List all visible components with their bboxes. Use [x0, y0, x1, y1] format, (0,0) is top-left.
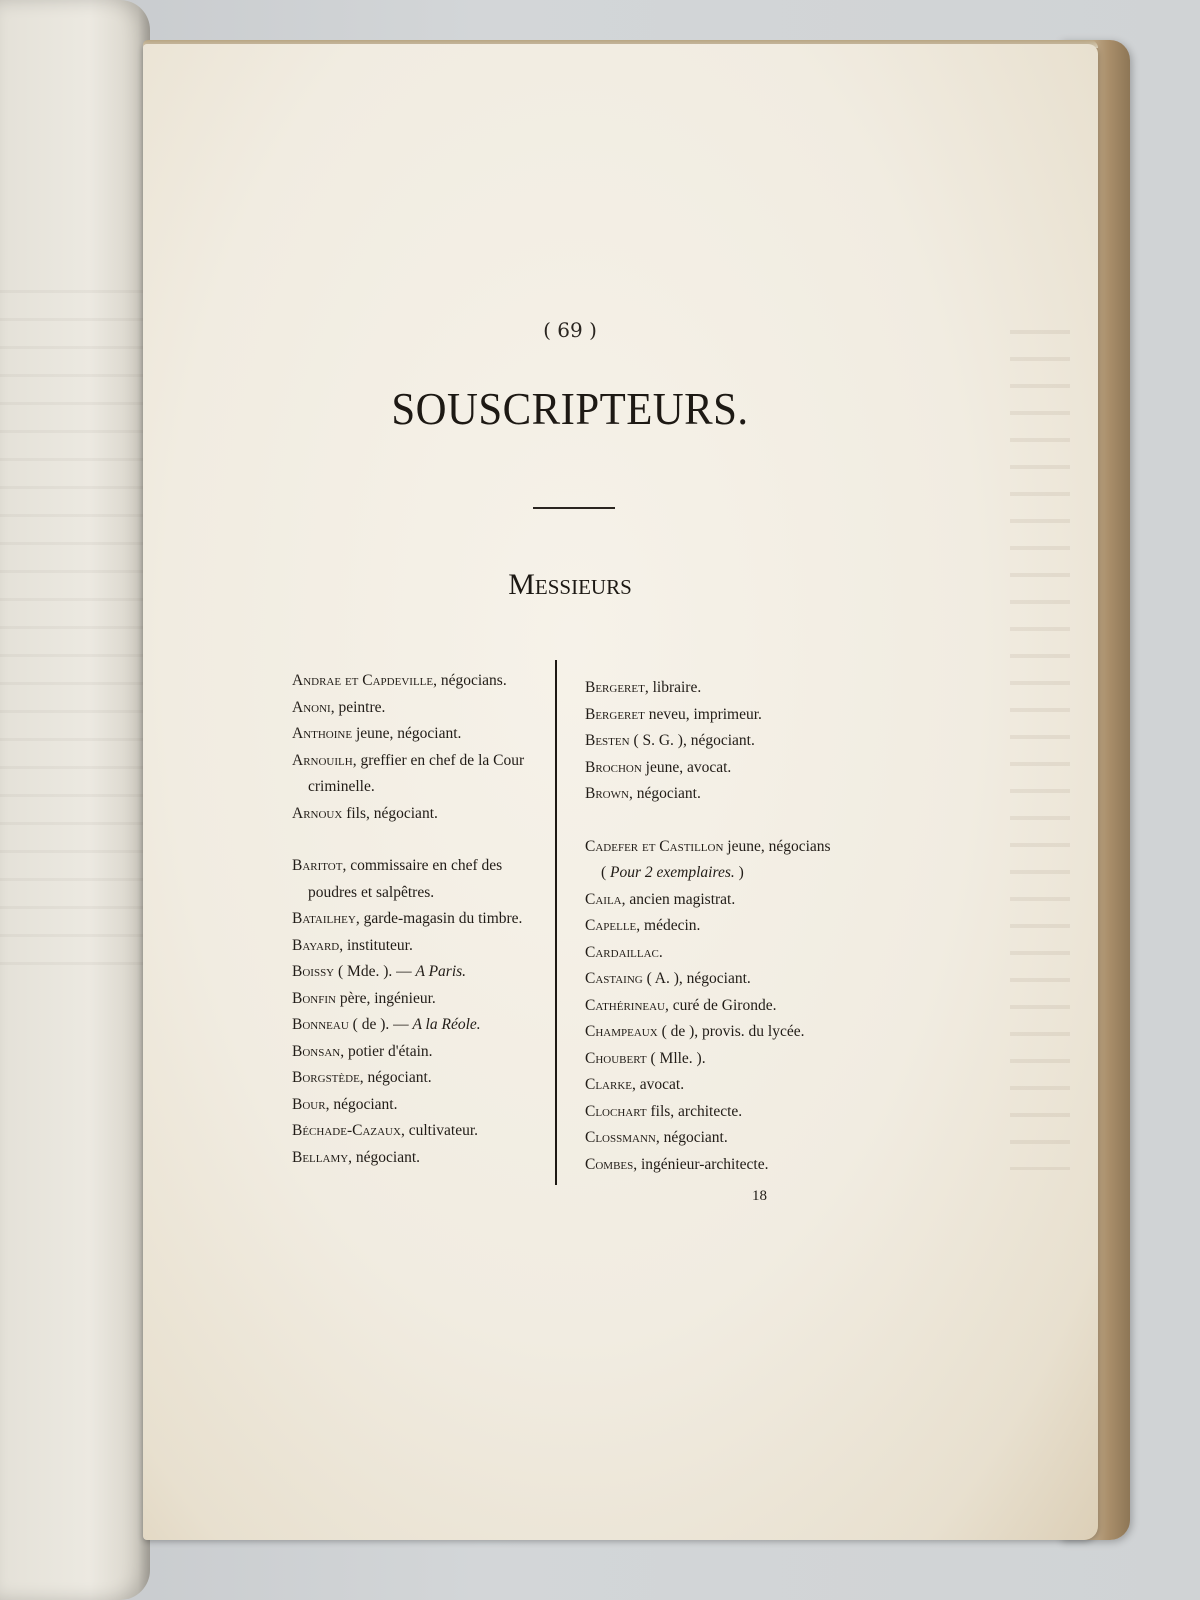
subscriber-entry — [292, 668, 546, 695]
subscriber-name: Anthoine — [292, 725, 353, 742]
subscriber-name: Clossmann — [585, 1129, 656, 1146]
subscriber-name: Clarke — [585, 1076, 633, 1093]
subscriber-entry — [292, 1145, 546, 1172]
subscriber-detail: , greffier en chef de la Cour criminelle. — [308, 751, 525, 795]
subscriber-entry — [585, 1019, 839, 1046]
subscriber-entry — [292, 933, 546, 960]
subscriber-entry — [292, 748, 546, 801]
subscriber-name: Batailhey — [292, 910, 356, 927]
subscriber-detail: ( A. ), négociant. — [642, 970, 751, 987]
subscriber-detail: , potier d'étain. — [340, 1042, 433, 1060]
subscriber-detail: , négociant. — [628, 785, 701, 802]
subscriber-detail: fils, négociant. — [342, 804, 438, 822]
column-divider — [555, 660, 557, 1185]
subscriber-name: Arnouilh — [292, 751, 353, 769]
subscriber-entry — [292, 801, 546, 828]
left-page-ghost-text — [0, 290, 150, 990]
subscriber-entry — [292, 1012, 546, 1039]
show-through-text — [1010, 330, 1070, 1170]
subscriber-location: A Paris. — [415, 963, 467, 980]
entry-gap — [585, 808, 839, 834]
subscriber-entry — [585, 1099, 839, 1126]
subscriber-name: Arnoux — [292, 804, 343, 822]
subscriber-detail-end: ) — [734, 864, 744, 881]
subscriber-entry — [292, 695, 546, 722]
subscriber-detail: , ancien magistrat. — [621, 890, 736, 908]
subscriber-entry — [585, 702, 839, 729]
subscriber-detail: , négociant. — [655, 1129, 728, 1146]
page-number: ( 69 ) — [543, 318, 597, 342]
subscriber-name: Brochon — [585, 758, 642, 776]
subscriber-detail: , négocians. — [433, 672, 507, 689]
subscriber-entry — [292, 986, 546, 1013]
subscriber-entry — [292, 1092, 546, 1119]
subscriber-name: Andrae et Capdeville — [292, 672, 434, 689]
subscriber-name: Combes — [585, 1155, 634, 1173]
title-rule — [533, 507, 615, 509]
subscriber-entry — [292, 959, 546, 986]
subscriber-name: Cadefer et Castillon — [585, 837, 724, 855]
subscriber-name: Anoni — [292, 698, 331, 716]
entry-gap — [292, 827, 546, 853]
subscriber-entry — [585, 1125, 839, 1152]
subscriber-detail: , garde-magasin du timbre. — [355, 910, 523, 927]
subscriber-detail: ( S. G. ), négociant. — [629, 732, 755, 749]
subscriber-name: Béchade-Cazaux — [292, 1122, 401, 1139]
subscriber-detail: , ingénieur-architecte. — [633, 1155, 769, 1173]
subscriber-name: Choubert — [585, 1049, 647, 1067]
subscriber-entry — [585, 755, 839, 782]
page-title: SOUSCRIPTEURS. — [391, 383, 749, 434]
subscriber-detail: , négociant. — [359, 1069, 432, 1086]
subscriber-detail: , peintre. — [330, 698, 386, 716]
subscriber-detail: , avocat. — [632, 1076, 685, 1093]
subscriber-name: Cathérineau — [585, 996, 665, 1014]
subscriber-entry — [292, 1118, 546, 1145]
subscriber-entry — [585, 913, 839, 940]
subscriber-name: Clochart — [585, 1102, 647, 1120]
subscriber-name: Brown — [585, 785, 629, 802]
subscriber-entry — [585, 993, 839, 1020]
subscriber-name: Bour — [292, 1095, 326, 1113]
left-column — [292, 668, 546, 1171]
subscriber-detail: ( de ), provis. du lycée. — [657, 1023, 805, 1040]
subscriber-entry — [585, 781, 839, 808]
subscriber-detail: , négociant. — [348, 1148, 421, 1166]
subscriber-detail: ( Mde. ). — — [334, 963, 416, 980]
subscriber-name: Bonfin — [292, 989, 336, 1007]
subscriber-detail: , négociant. — [325, 1095, 398, 1113]
subscriber-detail: , libraire. — [644, 679, 702, 696]
subscriber-name: Bonneau — [292, 1016, 349, 1033]
page-subtitle: Messieurs — [508, 568, 632, 601]
subscriber-name: Bellamy — [292, 1148, 349, 1166]
subscriber-name: Caila — [585, 890, 622, 908]
subscriber-detail: ( de ). — — [348, 1016, 413, 1033]
subscriber-entry — [585, 940, 839, 967]
subscriber-entry — [585, 966, 839, 993]
left-page — [0, 0, 150, 1600]
subscriber-entry — [585, 728, 839, 755]
subscriber-entry — [292, 1065, 546, 1092]
subscriber-location: A la Réole. — [412, 1016, 481, 1033]
subscriber-name: Bergeret — [585, 679, 645, 696]
subscriber-name: Bonsan — [292, 1042, 341, 1060]
subscriber-entry — [585, 834, 839, 887]
subscriber-detail: , commissaire en chef des poudres et salpêtres. — [308, 857, 503, 901]
signature-mark: 18 — [752, 1188, 767, 1204]
subscriber-name: Cardaillac — [585, 943, 659, 961]
subscriber-name: Borgstède — [292, 1069, 360, 1086]
subscriber-detail: , médecin. — [636, 917, 701, 934]
subscriber-location: Pour 2 exemplaires. — [610, 864, 735, 881]
subscriber-detail: jeune, négociant. — [352, 725, 462, 742]
subscriber-detail: , instituteur. — [339, 936, 413, 954]
subscriber-name: Champeaux — [585, 1023, 658, 1040]
subscriber-name: Boissy — [292, 963, 335, 980]
subscriber-detail: , curé de Gironde. — [665, 996, 777, 1014]
subscriber-entry — [585, 1046, 839, 1073]
subscriber-detail: fils, architecte. — [646, 1102, 743, 1120]
subscriber-detail: neveu, imprimeur. — [644, 705, 762, 723]
subscriber-detail: . — [658, 943, 663, 961]
subscriber-entry — [585, 1072, 839, 1099]
subscriber-name: Bayard — [292, 936, 340, 954]
subscriber-name: Besten — [585, 732, 630, 749]
subscriber-detail: jeune, avocat. — [641, 758, 732, 776]
subscriber-detail: jeune, négocians ( — [601, 837, 831, 881]
subscriber-entry — [292, 1039, 546, 1066]
subscriber-detail: ( Mlle. ). — [646, 1049, 706, 1067]
right-column — [585, 675, 839, 1178]
subscriber-name: Bergeret — [585, 705, 645, 723]
subscriber-name: Capelle — [585, 917, 637, 934]
subscriber-name: Baritot — [292, 857, 343, 874]
subscriber-entry — [585, 887, 839, 914]
subscriber-entry — [585, 675, 839, 702]
subscriber-detail: père, ingénieur. — [335, 989, 436, 1007]
subscriber-entry — [292, 721, 546, 748]
subscriber-detail: , cultivateur. — [400, 1122, 478, 1139]
subscriber-name: Castaing — [585, 970, 643, 987]
subscriber-entry — [585, 1152, 839, 1179]
subscriber-entry — [292, 853, 546, 906]
subscriber-entry — [292, 906, 546, 933]
